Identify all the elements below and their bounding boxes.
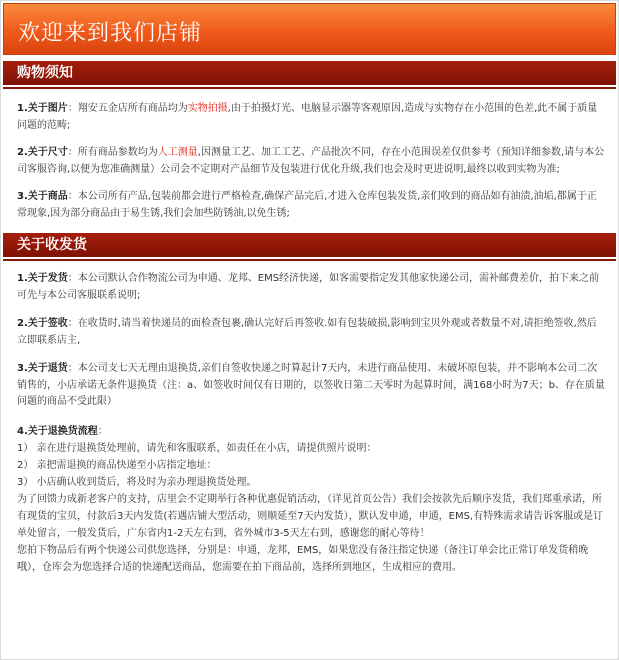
promotion-paragraph: 为了回馈力成新老客户的支持，店里会不定期举行各种优惠促销活动，（详见首页公告）我们会按款先后顺序发货，我们郑重承诺，所有现货的宝贝，付款后3天内发货(若遇店铺大型活动，则顺延至7天内发货），默认发申通，申通，EMS,有特殊需求请告诉客服或是订单处留言，一般发货后，广东省内1-2天左右到，省外城市3-5天左右到，感谢您的耐心等待！: [17, 493, 604, 539]
courier-paragraph: 您拍下物品后有两个快递公司供您选择，分别是：申通，龙邦，EMS，如果您没有备注指定快递（备注订单会比正常订单发货稍晚哦），仓库会为您选择合适的快递配送商品，您需要在拍下商品前，选择所到地区，生成相应的费用。: [17, 544, 589, 573]
section-title-shopping: 购物须知: [17, 65, 73, 81]
shipping-item-signing: 2.关于签收：在收货时,请当着快递员的面检查包裹,确认完好后再签收.如有包装破损,影响到宝贝外观或者数量不对,请拒绝签收,然后立即联系店主,: [17, 318, 597, 346]
welcome-banner: [3, 3, 616, 55]
return-flow: [17, 423, 606, 576]
header-underline: [3, 87, 616, 89]
return-flow-step: 3） 小店确认收到货后，将及时为亲办理退换货处理。: [17, 476, 257, 488]
section-header-shipping: [3, 233, 616, 257]
shipping-item-delivery: 1.关于发货：本公司默认合作物流公司为申通、龙邦、EMS经济快递，如客需要指定发其他家快递公司，需补邮费差价，拍下来之前可先与本公司客服联系说明;: [17, 273, 600, 301]
welcome-title: 欢迎来到我们店铺: [18, 21, 203, 46]
shipping-item-returns: 3.关于退货：本公司支七天无理由退换货,亲们自签收快递之时算起计7天内，未进行商品使用、未破坏原包装，并不影响本公司二次销售的，小店承诺无条件退换货（注：a、如签收时间仅有日期的，以签收日第二天零时为起算时间，满168小时为7天；b、存在质量问题的商品不受此限）: [17, 363, 605, 407]
shopping-notice-body: [1, 101, 618, 222]
notice-item-pictures: 1.关于图片：翔安五金店所有商品均为实物拍摄,由于拍摄灯光、电脑显示器等客观原因,造成与实物存在小范围的色差,此不属于质量问题的范畴;: [17, 103, 598, 131]
header-underline: [3, 259, 616, 261]
return-flow-title: 4.关于退换货流程：: [17, 425, 108, 437]
return-flow-step: 2） 亲把需退换的商品快递至小店指定地址：: [17, 459, 217, 471]
shipping-notice-body: [1, 271, 618, 576]
section-header-shopping: [3, 61, 616, 85]
notice-item-sizes: 2.关于尺寸：所有商品参数均为人工测量,因测量工艺、加工工艺、产品批次不同，存在小范围误差仅供参考（预知详细参数,请与本公司客服咨询,以便为您准确测量）公司会不定期对产品细节及包装进行优化升级,我们也会及时更进说明,最终以收到实物为准;: [17, 147, 605, 175]
notice-item-products: 3.关于商品：本公司所有产品,包装前都会进行严格检查,确保产品完后,才进入仓库包装发货,亲们收到的商品如有油渍,油垢,都属于正常现象,因为部分商品由于易生锈,我们会加些防锈油,以免生锈;: [17, 191, 597, 219]
section-title-shipping: 关于收发货: [17, 237, 87, 253]
return-flow-step: 1） 亲在进行退换货处理前，请先和客服联系，如责任在小店，请提供照片说明：: [17, 442, 377, 454]
